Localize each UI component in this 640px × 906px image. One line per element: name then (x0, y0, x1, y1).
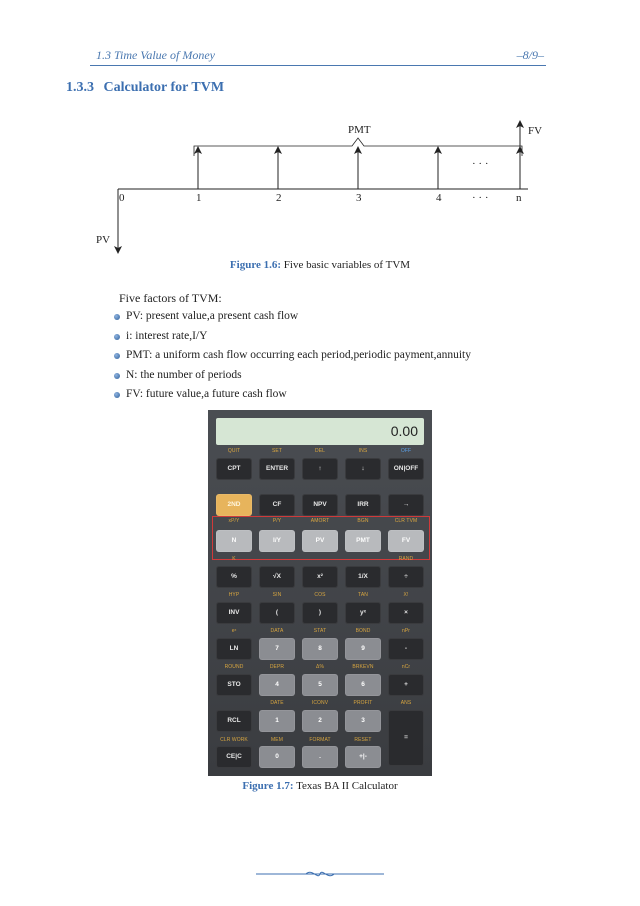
calculator-key: NPV (302, 494, 338, 516)
period-label: 2 (276, 192, 282, 204)
display-value: 0.00 (390, 423, 418, 439)
calculator-image (208, 410, 432, 776)
calculator-key: 6 (345, 674, 381, 696)
calculator-key: 9 (345, 638, 381, 660)
secondary-key-label: ROUND (224, 664, 244, 670)
secondary-key-label: INS (358, 448, 368, 454)
calculator-key: CPT (216, 458, 252, 480)
tvm-timeline-diagram (0, 0, 640, 260)
calculator-key: yˣ (345, 602, 381, 624)
secondary-key-label: K (232, 556, 236, 562)
calculator-key: √X (259, 566, 295, 588)
intro-text: Five factors of TVM: (119, 291, 222, 305)
secondary-key-label: AMORT (310, 518, 330, 524)
calculator-key: CF (259, 494, 295, 516)
secondary-key-label: X! (403, 592, 409, 598)
secondary-key-label: DEPR (269, 664, 285, 670)
bullet-icon (114, 392, 120, 398)
calculator-key: ↓ (345, 458, 381, 480)
figure-caption-text: Texas BA II Calculator (296, 780, 398, 792)
footer-ornament (256, 868, 384, 880)
pmt-label: PMT (348, 124, 371, 136)
secondary-key-label: BRKEVN (352, 664, 374, 670)
calculator-key: + (388, 674, 424, 696)
secondary-key-label: ANS (400, 700, 412, 706)
secondary-key-label: eˣ (231, 628, 237, 634)
secondary-key-label: DATE (270, 700, 284, 706)
secondary-key-label: Δ% (316, 664, 324, 670)
calculator-key: 2 (302, 710, 338, 732)
upper-ellipsis: · · · (472, 158, 489, 170)
period-label: 0 (119, 192, 125, 204)
calculator-display (216, 418, 424, 445)
figure-label: Figure 1.7: (242, 780, 294, 792)
bullet-icon (114, 314, 120, 320)
calculator-key: . (302, 746, 338, 768)
running-header-chapter: 1.3 Time Value of Money (96, 48, 215, 62)
calculator-key: IRR (345, 494, 381, 516)
secondary-key-label: RAND (398, 556, 414, 562)
calculator-key: ↑ (302, 458, 338, 480)
calculator-key: 8 (302, 638, 338, 660)
period-label: n (516, 192, 522, 204)
calculator-key: 3 (345, 710, 381, 732)
period-label: 1 (196, 192, 202, 204)
period-label: 4 (436, 192, 442, 204)
calculator-key: N (216, 530, 252, 552)
calculator-key: 7 (259, 638, 295, 660)
calculator-key: - (388, 638, 424, 660)
calculator-key: ( (259, 602, 295, 624)
list-item: i: interest rate,I/Y (114, 327, 471, 347)
calculator-key: ON|OFF (388, 458, 424, 480)
calculator-key: +|- (345, 746, 381, 768)
secondary-key-label: nPr (401, 628, 411, 634)
calculator-key: ENTER (259, 458, 295, 480)
secondary-key-label: DATA (270, 628, 284, 634)
period-label: 3 (356, 192, 362, 204)
calculator-key: CE|C (216, 746, 252, 768)
calculator-key: 4 (259, 674, 295, 696)
calculator-key: ÷ (388, 566, 424, 588)
secondary-key-label: COS (314, 592, 326, 598)
bullet-icon (114, 334, 120, 340)
calculator-key: 0 (259, 746, 295, 768)
bullet-icon (114, 373, 120, 379)
secondary-key-label: STAT (313, 628, 327, 634)
calculator-key-equals: = (388, 710, 424, 766)
secondary-key-label: FORMAT (309, 737, 331, 743)
calculator-key: PMT (345, 530, 381, 552)
secondary-key-label: TAN (358, 592, 368, 598)
secondary-key-label: BGN (357, 518, 369, 524)
secondary-key-label: DEL (314, 448, 326, 454)
fv-label: FV (528, 125, 543, 137)
figure-caption-text: Five basic variables of TVM (283, 259, 411, 271)
calculator-key: LN (216, 638, 252, 660)
bullet-icon (114, 353, 120, 359)
calculator-key: PV (302, 530, 338, 552)
calculator-key: % (216, 566, 252, 588)
calculator-key: x² (302, 566, 338, 588)
secondary-key-label: xP/Y (228, 518, 240, 524)
secondary-key-label: MEM (271, 737, 283, 743)
calculator-key: STO (216, 674, 252, 696)
secondary-key-label: SET (271, 448, 283, 454)
secondary-key-label: SIN (272, 592, 282, 598)
pv-label: PV (96, 234, 111, 246)
secondary-key-label: ICONV (311, 700, 329, 706)
running-header-page: –8/9– (516, 48, 544, 62)
calculator-key: ) (302, 602, 338, 624)
calculator-key: 5 (302, 674, 338, 696)
calculator-key: FV (388, 530, 424, 552)
calculator-key: × (388, 602, 424, 624)
figure-caption-2 (0, 780, 640, 792)
calculator-key: INV (216, 602, 252, 624)
secondary-key-label: RESET (354, 737, 372, 743)
bullet-list (114, 307, 471, 405)
calculator-key: → (388, 494, 424, 516)
section-title-text: Calculator for TVM (103, 80, 225, 95)
secondary-key-label: OFF (400, 448, 412, 454)
figure-label: Figure 1.6: (229, 259, 282, 271)
secondary-key-label: CLR WORK (220, 737, 248, 743)
list-item: FV: future value,a future cash flow (114, 385, 471, 405)
calculator-key: 2ND (216, 494, 252, 516)
secondary-key-label: HYP (228, 592, 240, 598)
list-item: PV: present value,a present cash flow (114, 307, 471, 327)
figure-caption-1 (0, 259, 640, 271)
calculator-key: I/Y (259, 530, 295, 552)
list-item: N: the number of periods (114, 366, 471, 386)
secondary-key-label: PROFIT (353, 700, 373, 706)
section-number: 1.3.3 (66, 80, 94, 95)
secondary-key-label: P/Y (272, 518, 282, 524)
secondary-key-label: nCr (401, 664, 411, 670)
list-item: PMT: a uniform cash flow occurring each period,periodic payment,annuity (114, 346, 471, 366)
calculator-key: RCL (216, 710, 252, 732)
secondary-key-label: QUIT (227, 448, 241, 454)
secondary-key-label: BOND (355, 628, 371, 634)
calculator-key: 1/X (345, 566, 381, 588)
secondary-key-label: CLR TVM (394, 518, 418, 524)
calculator-key: 1 (259, 710, 295, 732)
lower-ellipsis: · · · (472, 192, 489, 204)
